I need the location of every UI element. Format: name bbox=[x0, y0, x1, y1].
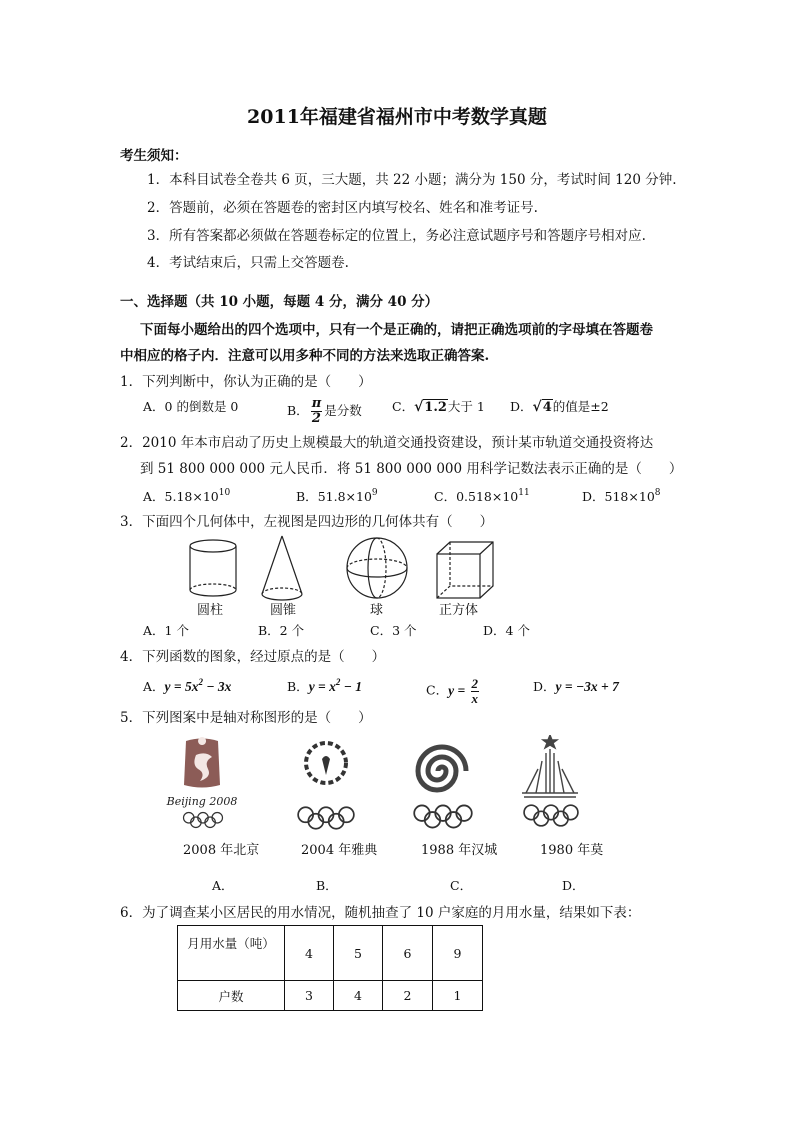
expr-part: y = x bbox=[308, 679, 336, 694]
section-instruction: 中相应的格子内．注意可以用多种不同的方法来选取正确答案. bbox=[120, 348, 490, 364]
athens-2004-emblem bbox=[298, 743, 354, 829]
option-label: D． bbox=[582, 489, 605, 504]
option-label: D． bbox=[510, 399, 533, 414]
expr-exponent: 2 bbox=[198, 677, 203, 687]
emblem-lettering: Beijing 2008 bbox=[166, 795, 238, 808]
olympic-rings-icon bbox=[298, 807, 354, 828]
beijing-2008-emblem bbox=[166, 737, 238, 827]
math-expression bbox=[448, 676, 481, 706]
table-cell: 6 bbox=[383, 926, 433, 981]
q5-option-c: C． bbox=[450, 878, 473, 893]
expr-part: y = 5x bbox=[164, 679, 199, 694]
olympic-emblems bbox=[150, 735, 610, 835]
q1-option-d bbox=[510, 397, 609, 418]
notice-item: 1．本科目试卷全卷共 6 页，三大题，共 22 小题；满分为 150 分，考试时间 120 分钟. bbox=[147, 172, 677, 188]
option-text: 0 的倒数是 0 bbox=[164, 399, 239, 414]
emblem-caption-beijing: 2008 年北京 bbox=[183, 843, 260, 858]
question-1-stem: 1．下列判断中，你认为正确的是（ ） bbox=[120, 374, 372, 390]
math-expression bbox=[165, 679, 232, 694]
radicand: 1.2 bbox=[424, 400, 447, 415]
math-expression bbox=[309, 679, 362, 694]
question-4-stem: 4．下列函数的图象，经过原点的是（ ） bbox=[120, 649, 386, 665]
notice-heading: 考生须知： bbox=[120, 148, 188, 164]
emblem-caption-moscow: 1980 年莫 bbox=[540, 843, 604, 858]
moscow-1980-emblem bbox=[522, 735, 578, 826]
option-label: B． bbox=[296, 489, 318, 504]
emblem-caption-seoul: 1988 年汉城 bbox=[421, 843, 498, 858]
expr-exponent: 2 bbox=[335, 677, 341, 687]
sci-base: 0.518×10 bbox=[456, 489, 519, 504]
emblem-caption-athens: 2004 年雅典 bbox=[301, 843, 378, 858]
notice-item: 2．答题前，必须在答题卷的密封区内填写校名、姓名和准考证号. bbox=[147, 200, 538, 216]
table-row bbox=[178, 981, 483, 1011]
table-cell: 9 bbox=[433, 926, 483, 981]
option-label: A． bbox=[143, 489, 165, 504]
q3-option-d: D．4 个 bbox=[483, 623, 530, 638]
option-text: 大于 1 bbox=[447, 399, 485, 414]
table-cell: 1 bbox=[433, 981, 483, 1011]
row-header: 月用水量（吨） bbox=[178, 926, 285, 981]
option-label: C． bbox=[426, 682, 449, 698]
cone-figure bbox=[262, 536, 302, 600]
figure-label-cylinder: 圆柱 bbox=[197, 603, 224, 618]
table-cell: 3 bbox=[285, 981, 334, 1011]
sci-exponent: 10 bbox=[218, 488, 231, 498]
fraction-denominator: x bbox=[471, 691, 479, 706]
q3-option-c: C．3 个 bbox=[370, 623, 417, 638]
table-cell: 5 bbox=[334, 926, 383, 981]
table-cell: 4 bbox=[285, 926, 334, 981]
q3-option-b: B．2 个 bbox=[258, 623, 305, 638]
cylinder-figure bbox=[190, 540, 236, 596]
figure-label-cube: 正方体 bbox=[439, 603, 479, 618]
math-expression: y = −3x + 7 bbox=[555, 679, 619, 694]
radical-sign: √ bbox=[532, 399, 542, 415]
olympic-rings-icon bbox=[524, 805, 578, 826]
question-6-stem: 6．为了调查某小区居民的用水情况，随机抽查了 10 户家庭的月用水量，结果如下表： bbox=[120, 905, 641, 921]
figure-label-sphere: 球 bbox=[370, 603, 384, 618]
table-cell: 4 bbox=[334, 981, 383, 1011]
notice-item: 3．所有答案都必须做在答题卷标定的位置上，务必注意试题序号和答题序号相对应. bbox=[147, 228, 646, 244]
table-row bbox=[178, 926, 483, 981]
sci-exponent: 11 bbox=[518, 488, 530, 498]
q1-option-c bbox=[392, 397, 485, 418]
sci-exponent: 8 bbox=[654, 488, 661, 498]
fraction bbox=[471, 677, 480, 706]
radical-sign: √ bbox=[414, 399, 424, 415]
option-label: D． bbox=[533, 679, 556, 694]
cube-figure bbox=[437, 542, 493, 598]
q4-option-d bbox=[533, 677, 619, 697]
sci-base: 518×10 bbox=[604, 489, 655, 504]
page-title: 2011年福建省福州市中考数学真题 bbox=[247, 106, 547, 128]
q5-option-d: D． bbox=[562, 878, 585, 893]
q1-option-a bbox=[143, 397, 238, 417]
option-label: C． bbox=[434, 489, 457, 504]
q5-option-a: A． bbox=[212, 878, 234, 893]
seoul-1988-emblem bbox=[414, 747, 472, 828]
q2-option-b bbox=[296, 487, 378, 507]
option-text: 是分数 bbox=[324, 403, 362, 418]
sphere-figure bbox=[347, 538, 407, 598]
expr-part: y = bbox=[448, 682, 469, 698]
water-usage-table bbox=[177, 925, 483, 1011]
question-5-stem: 5．下列图案中是轴对称图形的是（ ） bbox=[120, 710, 372, 726]
q1-option-b bbox=[287, 397, 362, 426]
option-label: A． bbox=[143, 679, 165, 694]
option-label: B． bbox=[287, 679, 309, 694]
q4-option-c bbox=[426, 677, 481, 706]
q2-option-c bbox=[434, 487, 530, 507]
option-label: C． bbox=[392, 399, 415, 414]
table-cell: 2 bbox=[383, 981, 433, 1011]
option-text: 的值是±2 bbox=[552, 399, 609, 414]
question-2-stem: 2．2010 年本市启动了历史上规模最大的轨道交通投资建设，预计某市轨道交通投资将达 bbox=[120, 435, 654, 451]
section-heading: 一、选择题（共 10 小题，每题 4 分，满分 40 分） bbox=[120, 294, 439, 310]
notice-item: 4．考试结束后，只需上交答题卷. bbox=[147, 255, 349, 271]
question-2-stem-cont: 到 51 800 000 000 元人民币．将 51 800 000 000 用科学记数法表示正确的是（ ） bbox=[140, 461, 683, 477]
section-instruction: 下面每小题给出的四个选项中，只有一个是正确的，请把正确选项前的字母填在答题卷 bbox=[140, 322, 653, 338]
fraction-denominator: 2 bbox=[311, 411, 321, 426]
q4-option-a bbox=[143, 677, 231, 697]
q3-option-a: A．1 个 bbox=[143, 623, 189, 638]
sci-base: 5.18×10 bbox=[164, 489, 219, 504]
fraction-numerator: π bbox=[311, 396, 322, 411]
row-header: 户数 bbox=[178, 981, 285, 1011]
q2-option-a bbox=[143, 487, 230, 507]
radicand: 4 bbox=[542, 400, 552, 415]
olympic-rings-icon bbox=[184, 813, 223, 828]
question-3-stem: 3．下面四个几何体中，左视图是四边形的几何体共有（ ） bbox=[120, 514, 494, 530]
fraction bbox=[311, 397, 323, 426]
expr-part: − 3x bbox=[202, 679, 232, 694]
expr-part: − 1 bbox=[340, 679, 363, 694]
q2-option-d bbox=[582, 487, 661, 507]
olympic-rings-icon bbox=[414, 805, 472, 827]
figure-label-cone: 圆锥 bbox=[270, 603, 297, 618]
option-label: A． bbox=[143, 399, 165, 414]
sci-base: 51.8×10 bbox=[317, 489, 372, 504]
q4-option-b bbox=[287, 677, 362, 697]
option-label: B． bbox=[287, 403, 309, 418]
solid-figures bbox=[180, 532, 520, 604]
sci-exponent: 9 bbox=[371, 488, 378, 498]
q5-option-b: B． bbox=[316, 878, 338, 893]
fraction-numerator: 2 bbox=[471, 676, 479, 691]
